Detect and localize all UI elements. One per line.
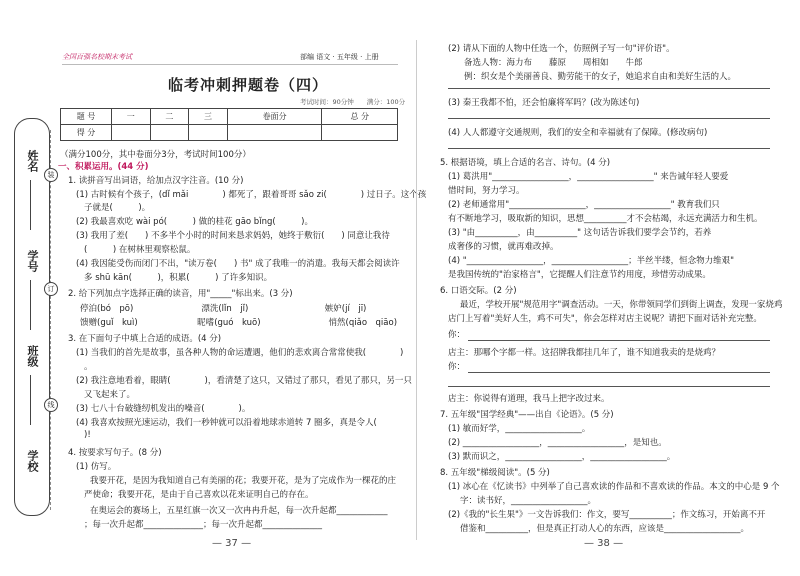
binding-dashed-line xyxy=(50,130,51,510)
question-text: (1) 葛洪用"__________________，__________________" 来告诫年轻人要爱 xyxy=(448,172,729,182)
question-text: 有不断地学习，吸取新的知识，思想__________才不会枯竭，永远充满活力和生机。 xyxy=(448,214,763,224)
question-text: (1) 当我们的首先是故事，虽各种人物的命运遭遇，他们的悲欢离合常常使我( ) xyxy=(76,348,404,358)
question-text: ( ) 在树林里观察松鼠。 xyxy=(84,245,196,255)
question-text: 严使命；我要开花，是由于自己喜欢以花来证明自己的存在。 xyxy=(84,490,314,500)
question-text: (4) 我因能受伤而闭门不出，"读万卷( ) 书" 成了我唯一的消遣。我每天都会阅读许 xyxy=(76,259,400,269)
dialogue-owner: 店主：那哪个字都一样。这招牌我都挂几年了，谁不知道我卖的是烧鸡？ xyxy=(448,348,721,358)
exam-note: （满分100分，其中卷面分3分，考试时间100分） xyxy=(60,150,251,160)
question-7: 7. 五年级"国学经典"——出自《论语》。(5 分) xyxy=(440,410,614,420)
name-label: 姓名 xyxy=(26,150,39,172)
binding-circle: 线 xyxy=(44,398,58,412)
table-header: 总 分 xyxy=(322,109,398,125)
header-divider xyxy=(62,64,398,65)
score-header-row xyxy=(61,109,398,125)
question-text: 在奥运会的赛场上，五星红旗一次又一次冉冉升起，每一次升起都____________ xyxy=(90,506,388,516)
question-text: 惜时间，努力学习。 xyxy=(448,186,525,196)
question-text: (3) 默而识之，__________________，__________________。 xyxy=(448,452,676,462)
question-text: (4) "__________________，__________________；半丝半缕，恒念物力维艰" xyxy=(448,256,735,266)
question-text: 借鉴和__________，但是真正打动人心的东西，应该是__________________。 xyxy=(460,524,750,534)
class-label: 班级 xyxy=(26,345,39,367)
student-id-label: 学号 xyxy=(26,250,39,272)
question-text: 最近，学校开展"规范用字"调查活动。一天，你带领同学们到街上调查，发现一家烧鸡 xyxy=(460,300,783,310)
question-text: (2) 我注意地看着，眼睛( )，看清楚了这只，又错过了那只，看见了那只，另一只 xyxy=(76,376,412,386)
row-label: 得 分 xyxy=(61,125,112,141)
question-text: (2) 请从下面的人物中任选一个，仿照例子写一句"评价语"。 xyxy=(448,44,675,54)
question-text: 字：读书好，__________________。 xyxy=(460,496,597,506)
question-text: (3) 秦王我都不怕，还会怕廉将军吗？(改为陈述句) xyxy=(448,98,640,108)
score-cell[interactable] xyxy=(227,125,322,141)
question-text: 多 shū kān( )，积累( ) 了许多知识。 xyxy=(84,273,273,283)
question-text: 停泊(bó pō) 漂洗(lǐn jǐ) 嫉妒(jí jī) xyxy=(80,304,367,314)
score-cell[interactable] xyxy=(150,125,189,141)
question-text: (2) __________________，__________________，是知也。 xyxy=(448,438,667,448)
table-header: 卷面分 xyxy=(227,109,322,125)
question-text: (2) 老师通常用"__________________，__________________" 教育我们只 xyxy=(448,200,720,210)
binding-circle: 装 xyxy=(44,168,58,182)
table-header: 一 xyxy=(112,109,151,125)
question-8: 8. 五年级"梯级阅读"。(5 分) xyxy=(440,468,550,478)
exam-banner: 全国百强名校期末考试 xyxy=(62,53,132,61)
question-text: (4) 我喜欢按照光速运动，我们一秒钟就可以沿着地球赤道转 7 圈多，真是令人( xyxy=(76,418,403,428)
table-header: 二 xyxy=(150,109,189,125)
question-3: 3. 在下面句子中填上合适的成语。(4 分) xyxy=(68,334,222,344)
dialogue-owner: 店主：你说得有道理，我马上把字改过来。 xyxy=(448,394,610,404)
question-text: 馈赠(guǐ kuì) 昵嗜(guó kuō) 悄然(qiǎo qiāo) xyxy=(80,318,398,328)
question-text: 我要开花，是因为我知道自己有美丽的花；我要开花，是为了完成作为一棵花的庄 xyxy=(90,476,397,486)
question-text: (1) 仿写。 xyxy=(76,462,117,472)
page-number: — 38 — xyxy=(584,538,624,549)
question-text: ；每一次升起都______________；每一次升起都______________ xyxy=(84,520,323,530)
score-cell[interactable] xyxy=(112,125,151,141)
answer-line[interactable] xyxy=(448,118,770,119)
answer-line[interactable] xyxy=(448,148,770,149)
score-cell[interactable] xyxy=(189,125,228,141)
dialogue-you: 你： xyxy=(448,330,466,340)
question-text: 备选人物：海力布 藤原 周相如 牛郎 xyxy=(464,58,643,68)
question-6: 6. 口语交际。(2 分) xyxy=(440,286,517,296)
answer-line[interactable] xyxy=(468,372,770,373)
answer-line[interactable] xyxy=(468,340,770,341)
question-5: 5. 根据语境，填上合适的名言、诗句。(4 分) xyxy=(440,158,611,168)
question-text: (4) 人人都遵守交通规则，我们的安全和幸福就有了保障。(修改病句) xyxy=(448,128,708,138)
question-text: (2)《我的"长生果"》一文告诉我们：作文，要写__________；作文练习，开始离不开 xyxy=(448,510,766,520)
score-cell[interactable] xyxy=(322,125,398,141)
page-title: 临考冲刺押题卷（四） xyxy=(168,76,329,94)
binding-circle: 订 xyxy=(44,282,58,296)
column-divider xyxy=(416,40,417,540)
name-line xyxy=(30,180,31,230)
question-4: 4. 按要求写句子。(8 分) xyxy=(68,448,162,458)
question-text: 成奢侈的习惯，就再难改掉。 xyxy=(448,242,559,252)
table-header: 三 xyxy=(189,109,228,125)
answer-line[interactable] xyxy=(448,386,770,387)
question-2: 2. 给下列加点字选择正确的读音，用"_____"标出来。(3 分) xyxy=(68,289,293,299)
question-text: 子就是( )。 xyxy=(84,203,151,213)
question-text: (1) 敏而好学，__________________。 xyxy=(448,424,591,434)
question-text: (3) "由__________，由__________" 这句话告诉我们要学会节约，若养 xyxy=(448,228,712,238)
edition-label: 部编 语文 · 五年级 · 上册 xyxy=(300,53,379,61)
question-text: 是我国传统的"治家格言"，它提醒人们注意节约用度，珍惜劳动成果。 xyxy=(448,270,711,280)
class-line xyxy=(30,375,31,425)
question-text: )! xyxy=(84,430,91,440)
school-label: 学校 xyxy=(26,450,39,472)
question-text: 。 xyxy=(84,362,93,372)
score-row xyxy=(61,125,398,141)
question-text: 又飞起来了。 xyxy=(84,390,136,400)
question-text: (1) 古时候有个孩子，(dǐ mǎi ) 都死了，跟着哥哥 sǎo zi( ) 过日子。这个孩 xyxy=(76,190,427,200)
question-text: 店门上写着"美好人生，鸡不可失"，你会怎样对店主说呢？请把下面对话补充完整。 xyxy=(448,314,762,324)
question-text: (3) 我用了差( ) 不多半个小时的时间来恳求妈妈，她终于敷衍( ) 同意让我待 xyxy=(76,231,390,241)
answer-line[interactable] xyxy=(448,88,770,89)
question-text: (3) 七八十台破缝纫机发出的噪音( )。 xyxy=(76,404,251,414)
section-heading: 一、积累运用。(44 分) xyxy=(58,162,149,172)
question-1: 1. 读拼音写出词语，给加点汉字注音。(10 分) xyxy=(68,176,244,186)
dialogue-you: 你： xyxy=(448,362,466,372)
question-text: 例：织女是个美丽善良、勤劳能干的女子，她追求自由和美好生活的人。 xyxy=(464,72,737,82)
score-table xyxy=(60,108,398,141)
page-number: — 37 — xyxy=(212,538,252,549)
id-line xyxy=(30,280,31,330)
question-text: (2) 我最喜欢吃 wài pó( ) 做的桂花 gāo bǐng( )。 xyxy=(76,217,313,227)
time-info: 考试时间：90分钟 满分：100分 xyxy=(300,98,406,106)
table-header: 题 号 xyxy=(61,109,112,125)
question-text: (1) 冰心在《忆读书》中列举了自己喜欢读的作品和不喜欢读的作品。本文的中心是 9 个 xyxy=(448,482,780,492)
